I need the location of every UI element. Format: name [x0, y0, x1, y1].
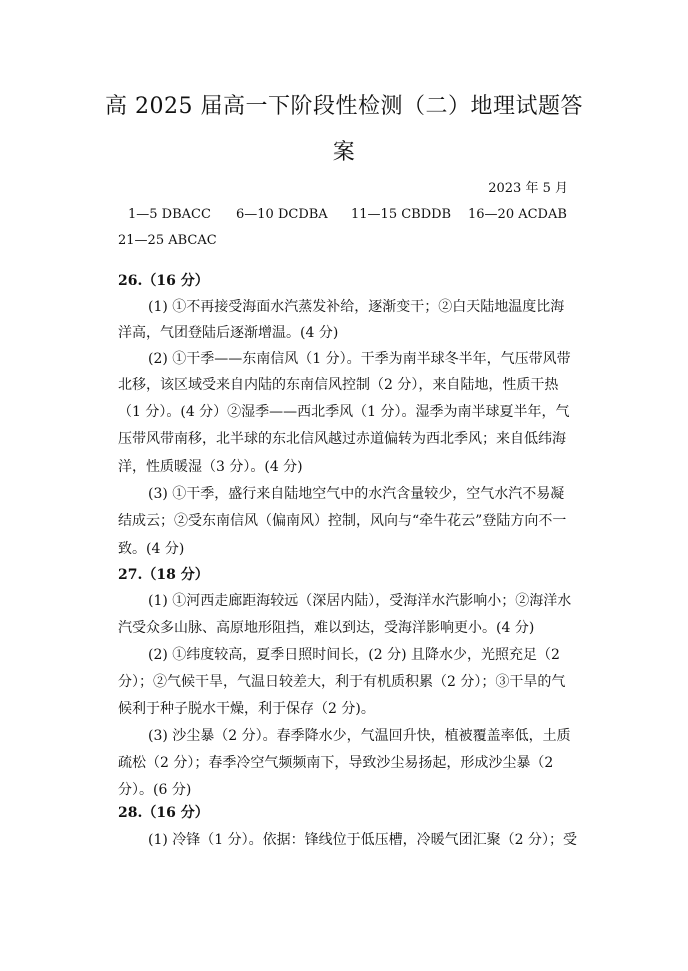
- q26-line: 压带风带南移，北半球的东北信风越过赤道偏转为西北季风；来自低纬海: [118, 431, 566, 447]
- q27-line: 分）；②气候干旱，气温日较差大，利于有机质积累（2 分）；③干旱的气: [118, 674, 566, 690]
- question-28-heading: 28.（16 分）: [118, 805, 209, 821]
- q26-line: (3) ①干季，盛行来自陆地空气中的水汽含量较少，空气水汽不易凝: [148, 486, 565, 502]
- q27-line: 汽受众多山脉、高原地形阻挡，难以到达，受海洋影响更小。(4 分): [118, 620, 535, 636]
- q27-line: (1) ①河西走廊距海较远（深居内陆），受海洋水汽影响小；②海洋水: [148, 593, 572, 609]
- question-27-heading: 27.（18 分）: [118, 567, 209, 583]
- q26-line: (2) ①干季——东南信风（1 分）。干季为南半球冬半年，气压带风带: [148, 351, 571, 367]
- document-date: 2023 年 5 月: [488, 181, 568, 196]
- q27-line: 候利于种子脱水干燥，利于保存（2 分)。: [118, 701, 375, 717]
- q27-line: (2) ①纬度较高，夏季日照时间长，(2 分) 且降水少，光照充足（2: [148, 647, 560, 663]
- choice-answer-16-20: 16—20 ACDAB: [468, 207, 567, 222]
- choice-answer-11-15: 11—15 CBDDB: [351, 207, 452, 222]
- q27-line: (3) 沙尘暴（2 分）。春季降水少，气温回升快，植被覆盖率低，土质: [148, 728, 571, 744]
- q28-line: (1) 冷锋（1 分）。依据：锋线位于低压槽，冷暖气团汇聚（2 分）；受: [148, 832, 577, 848]
- document-title-line-2: 案: [332, 140, 356, 165]
- question-26-heading: 26.（16 分）: [118, 273, 209, 289]
- q26-line: 洋，性质暖湿（3 分）。(4 分): [118, 459, 303, 475]
- choice-answer-1-5: 1—5 DBACC: [128, 207, 211, 222]
- q26-line: 结成云；②受东南信风（偏南风）控制，风向与“牵牛花云”登陆方向不一: [118, 513, 567, 529]
- q26-line: 洋高，气团登陆后逐渐增温。(4 分): [118, 325, 339, 341]
- q26-line: （1 分）。(4 分）②湿季——西北季风（1 分）。湿季为南半球夏半年，气: [118, 404, 570, 420]
- q27-line: 分）。(6 分): [118, 782, 192, 798]
- choice-answer-21-25: 21—25 ABCAC: [118, 233, 217, 248]
- q26-line: 北移，该区域受来自内陆的东南信风控制（2 分），来自陆地，性质干热: [118, 377, 559, 393]
- q26-line: (1) ①不再接受海面水汽蒸发补给，逐渐变干；②白天陆地温度比海: [148, 299, 565, 315]
- q26-line: 致。(4 分): [118, 541, 185, 557]
- document-title-line-1: 高 2025 届高一下阶段性检测（二）地理试题答: [105, 94, 583, 119]
- choice-answer-6-10: 6—10 DCDBA: [236, 207, 328, 222]
- q27-line: 疏松（2 分）；春季冷空气频频南下，导致沙尘易扬起，形成沙尘暴（2: [118, 755, 554, 771]
